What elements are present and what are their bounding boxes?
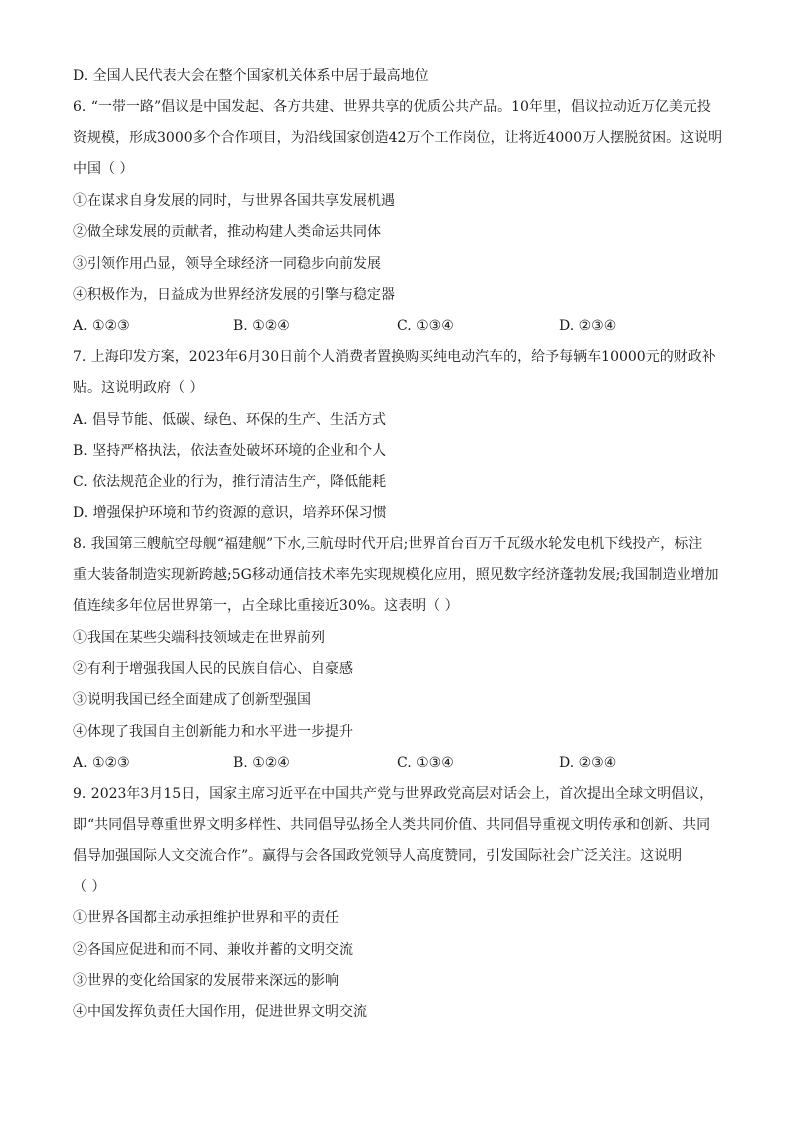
q6-option-d: D. ②③④	[559, 318, 617, 334]
q8-statement-1: ①我国在某些尖端科技领域走在世界前列	[73, 630, 325, 646]
q7-option-b: B. 坚持严格执法，依法查处破坏环境的企业和个人	[73, 443, 387, 459]
q7-option-d: D. 增强保护环境和节约资源的意识，培养环保习惯	[73, 505, 387, 521]
q6-statement-4: ④积极作为，日益成为世界经济发展的引擎与稳定器	[73, 287, 395, 303]
q9-statement-1: ①世界各国都主动承担维护世界和平的责任	[73, 910, 339, 926]
q9-statement-3: ③世界的变化给国家的发展带来深远的影响	[73, 973, 339, 989]
q6-options	[73, 316, 713, 336]
q6-statement-1: ①在谋求自身发展的同时，与世界各国共享发展机遇	[73, 193, 395, 209]
q6-stem-line-2: 资规模，形成3000多个合作项目，为沿线国家创造42万个工作岗位，让将近4000万人摆脱贫困。这说明	[73, 130, 723, 146]
q9-stem-line-1: 9. 2023年3月15日，国家主席习近平在中国共产党与世界政党高层对话会上，首次提出全球文明倡议，	[73, 786, 714, 802]
q8-statement-4: ④体现了我国自主创新能力和水平进一步提升	[73, 724, 353, 740]
q7-stem-line-2: 贴。这说明政府（ ）	[73, 380, 204, 396]
q7-option-c: C. 依法规范企业的行为，推行清洁生产，降低能耗	[73, 474, 387, 490]
q6-option-c: C. ①③④	[397, 318, 454, 334]
q8-option-a: A. ①②③	[73, 755, 130, 771]
q7-option-a: A. 倡导节能、低碳、绿色、环保的生产、生活方式	[73, 412, 387, 428]
q8-options	[73, 753, 713, 773]
q6-stem-line-3: 中国（ ）	[73, 161, 134, 177]
q8-statement-2: ②有利于增强我国人民的民族自信心、自豪感	[73, 661, 353, 677]
q9-statement-4: ④中国发挥负责任大国作用，促进世界文明交流	[73, 1004, 367, 1020]
q6-option-b: B. ①②④	[233, 318, 290, 334]
q8-stem-line-3: 值连续多年位居世界第一，占全球比重接近30%。这表明（ ）	[73, 598, 459, 614]
q8-option-d: D. ②③④	[559, 755, 617, 771]
q9-statement-2: ②各国应促进和而不同、兼收并蓄的文明交流	[73, 942, 353, 958]
q8-stem-line-1: 8. 我国第三艘航空母舰“福建舰”下水,三航母时代开启;世界首台百万千瓦级水轮发电机下线投产，标注	[73, 536, 703, 552]
prev-option-d: D. 全国人民代表大会在整个国家机关体系中居于最高地位	[73, 68, 429, 84]
q8-stem-line-2: 重大装备制造实现新跨越;5G移动通信技术率先实现规模化应用，照见数字经济蓬勃发展;我国制造业增加	[73, 567, 719, 583]
q8-option-c: C. ①③④	[397, 755, 454, 771]
q6-stem-line-1: 6. “一带一路”倡议是中国发起、各方共建、世界共享的优质公共产品。10年里，倡议拉动近万亿美元投	[73, 99, 711, 115]
q6-statement-3: ③引领作用凸显，领导全球经济一同稳步向前发展	[73, 256, 381, 272]
q8-option-b: B. ①②④	[233, 755, 290, 771]
q8-statement-3: ③说明我国已经全面建成了创新型强国	[73, 692, 311, 708]
q6-statement-2: ②做全球发展的贡献者，推动构建人类命运共同体	[73, 224, 381, 240]
q9-stem-line-4: （ ）	[73, 879, 106, 895]
q6-option-a: A. ①②③	[73, 318, 130, 334]
q9-stem-line-2: 即“共同倡导尊重世界文明多样性、共同倡导弘扬全人类共同价值、共同倡导重视文明传承和创新、共同	[73, 817, 711, 833]
q9-stem-line-3: 倡导加强国际人文交流合作”。赢得与会各国政党领导人高度赞同，引发国际社会广泛关注。这说明	[73, 848, 683, 864]
q7-stem-line-1: 7. 上海印发方案，2023年6月30日前个人消费者置换购买纯电动汽车的，给予每辆车10000元的财政补	[73, 349, 716, 365]
